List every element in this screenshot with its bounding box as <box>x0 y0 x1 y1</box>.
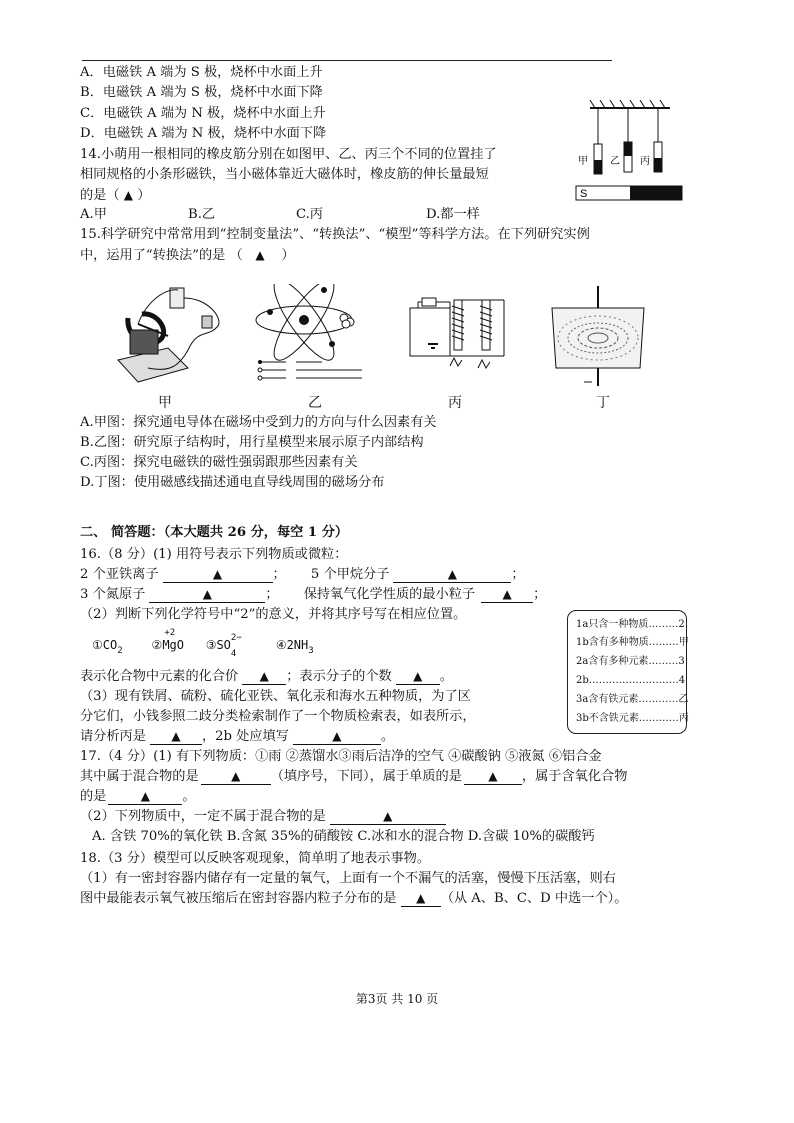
table-row: 3b不含铁元素…………丙 <box>576 713 689 724</box>
q14-fig-label-bing: 丙 <box>640 156 650 167</box>
q15-option-b: B.乙图：研究原子结构时，用行星模型来展示原子内部结构 <box>80 435 424 450</box>
q16-formulas: $①CO_2$ ② +2 MgO ③SO 2− 4 $④2NH_3$ <box>92 628 314 659</box>
answer-mark: ▲ <box>123 188 133 202</box>
table-row: 2b………………………4 <box>576 675 686 686</box>
q14-stem-line2: 相同规格的小条形磁铁，当小磁体靠近大磁体时，橡皮筋的伸长量最短 <box>80 167 489 182</box>
q17-part2: （2）下列物质中，一定不属于混合物的是 ▲ <box>80 808 446 826</box>
table-row: 2a含有多种元素………3 <box>576 656 685 667</box>
q16-row3: 表示化合物中元素的化合价 ▲ ；表示分子的个数 ▲ 。 <box>80 669 453 684</box>
q17-part2-options: A. 含铁 70%的氧化铁 B.含氮 35%的硝酸铵 C.冰和水的混合物 D.含碳 10%的碳酸钙 <box>92 829 595 844</box>
fig-yi-atom-model <box>252 284 376 388</box>
q14-stem-line3: 的是（ ▲ ） <box>80 188 151 203</box>
answer-blank[interactable]: ▲ <box>149 587 265 603</box>
q13-option-a: A．电磁铁 A 端为 S 极，烧杯中水面上升 <box>80 65 323 80</box>
answer-blank[interactable]: ▲ <box>242 669 286 685</box>
fig-label-yi: 乙 <box>308 395 322 411</box>
table-row: 3a含有铁元素…………乙 <box>576 694 689 705</box>
q16-row2: 3 个氮原子 ▲ ； 保持氧气化学性质的最小粒子 ▲ ； <box>80 587 547 602</box>
answer-blank[interactable]: ▲ <box>330 809 446 825</box>
fig-label-ding: 丁 <box>596 395 610 411</box>
fig-ding-field-lines <box>548 286 648 390</box>
answer-blank[interactable]: ▲ <box>464 769 522 785</box>
q17-line2: 其中属于混合物的是 ▲ （填序号，下同），属于单质的是 ▲ ，属于含氧化合物 <box>80 769 628 784</box>
answer-blank[interactable]: ▲ <box>163 567 273 583</box>
answer-blank[interactable]: ▲ <box>150 729 202 745</box>
q15-stem-line1: 15.科学研究中常常用到“控制变量法”、“转换法”、“模型”等科学方法。在下列研究实例 <box>80 227 590 242</box>
q13-option-c: C．电磁铁 A 端为 N 极，烧杯中水面上升 <box>80 106 326 121</box>
q16-part3-line2: 分它们，小钱参照二歧分类检索制作了一个物质检索表，如表所示， <box>80 709 476 724</box>
fig-label-bing: 丙 <box>448 395 462 411</box>
q18-line3: 图中最能表示氧气被压缩后在密封容器内粒子分布的是 ▲ （从 A、B、C、D 中选一个）。 <box>80 891 628 906</box>
q16-intro: 16.（8 分）(1) 用符号表示下列物质或微粒： <box>80 547 348 562</box>
answer-blank[interactable]: ▲ <box>201 769 271 785</box>
q15-option-d: D.丁图：使用磁感线描述通电直导线周围的磁场分布 <box>80 475 385 490</box>
q16-row1: 2 个亚铁离子 ▲ ； 5 个甲烷分子 ▲ ； <box>80 567 525 582</box>
q17-line1: 17.（4 分）(1) 有下列物质：①雨 ②蒸馏水③雨后洁净的空气 ④碳酸钠 ⑤液氮 ⑥铝合金 <box>80 749 602 764</box>
table-row: 1a只含一种物质………2 <box>576 619 685 630</box>
answer-blank[interactable]: ▲ <box>481 587 533 603</box>
answer-blank[interactable]: ▲ <box>293 729 381 745</box>
q13-option-d: D．电磁铁 A 端为 N 极，烧杯中水面下降 <box>80 126 327 141</box>
q14-fig-label-jia: 甲 <box>578 156 588 167</box>
q16-classification-table <box>567 610 687 734</box>
page-footer: 第3页 共 10 页 <box>355 992 439 1006</box>
q14-options: A.甲 B.乙 C.丙 D.都一样 <box>80 207 480 222</box>
header-rule <box>82 60 612 61</box>
q16-part2: （2）判断下列化学符号中“2”的意义，并将其序号写在相应位置。 <box>80 607 467 622</box>
q15-stem-line2: 中，运用了“转换法”的是 （ ▲ ） <box>80 248 295 263</box>
q16-part3-line1: （3）现有铁屑、硫粉、硫化亚铁、氧化汞和海水五种物质，为了区 <box>80 689 471 704</box>
answer-mark: ▲ <box>255 248 265 262</box>
q15-option-c: C.丙图：探究电磁铁的磁性强弱跟那些因素有关 <box>80 455 358 470</box>
q13-option-b: B．电磁铁 A 端为 S 极，烧杯中水面下降 <box>80 85 323 100</box>
fig-bing-electromagnets <box>404 288 508 388</box>
q18-line2: （1）有一密封容器内储存有一定量的氧气，上面有一个不漏气的活塞，慢慢下压活塞，则右 <box>80 871 616 886</box>
q17-line3: 的是 ▲ 。 <box>80 789 196 804</box>
table-row: 1b含有多种物质………甲 <box>576 637 689 648</box>
fig-jia-conductor-experiment <box>108 278 236 390</box>
q14-stem-line1: 14.小萌用一根相同的橡皮筋分别在如图甲、乙、丙三个不同的位置挂了 <box>80 147 497 162</box>
q18-line1: 18.（3 分）模型可以反映客观现象，简单明了地表示事物。 <box>80 851 431 866</box>
q14-fig-label-yi: 乙 <box>610 156 620 167</box>
answer-blank[interactable]: ▲ <box>108 789 182 805</box>
q14-magnet-figure <box>570 100 688 204</box>
fig-label-jia: 甲 <box>158 395 172 411</box>
answer-blank[interactable]: ▲ <box>393 567 511 583</box>
q16-part3-line3: 请分析丙是 ▲ ，2b 处应填写 ▲ 。 <box>80 729 395 744</box>
answer-blank[interactable]: ▲ <box>396 669 440 685</box>
q15-option-a: A.甲图：探究通电导体在磁场中受到力的方向与什么因素有关 <box>80 415 437 430</box>
answer-blank[interactable]: ▲ <box>401 891 441 907</box>
section-2-title: 二、 简答题：（本大题共 26 分，每空 1 分） <box>80 525 349 540</box>
big-magnet-s-pole: S <box>580 188 588 200</box>
